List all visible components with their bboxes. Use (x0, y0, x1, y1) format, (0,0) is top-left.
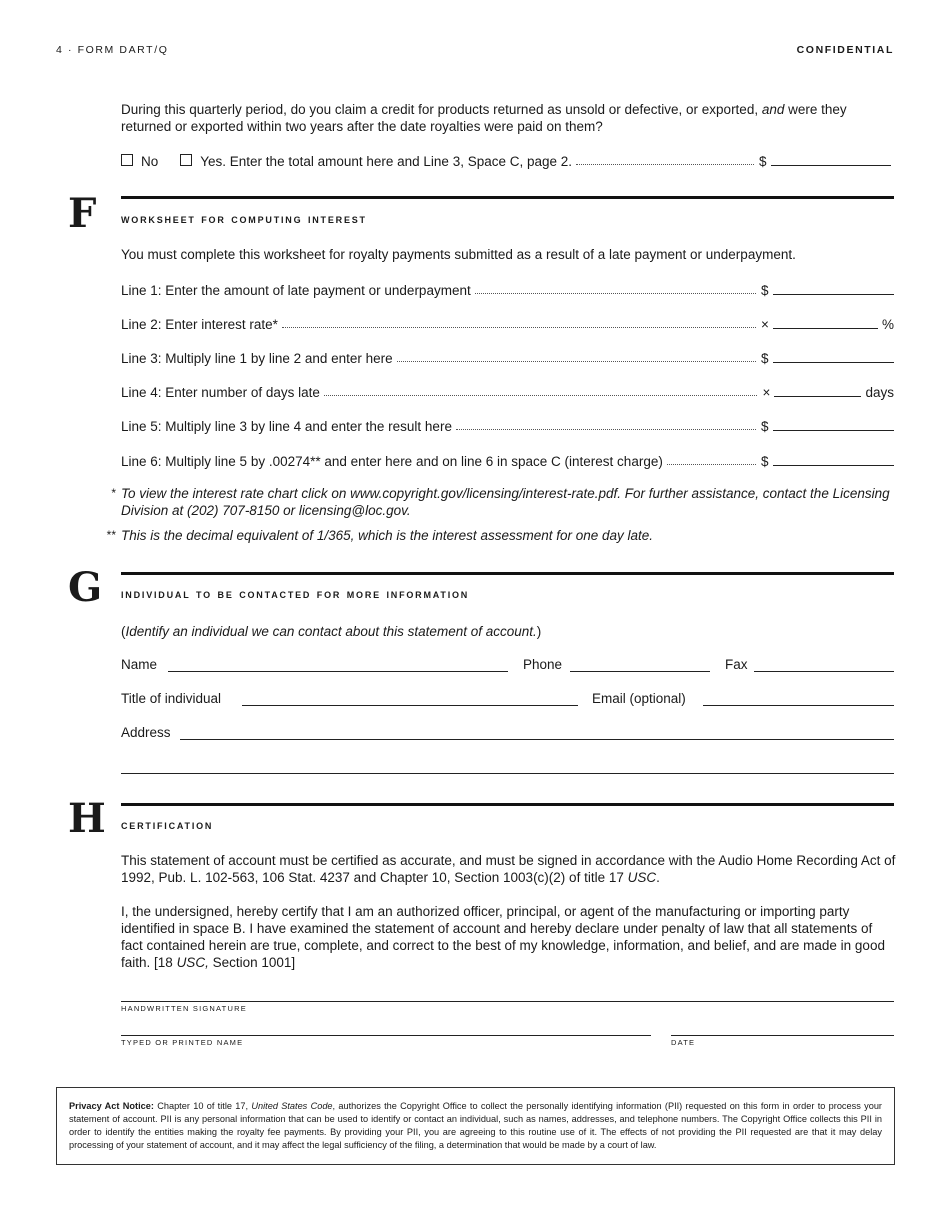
privacy-act-notice: Privacy Act Notice: Chapter 10 of title 17, United States Code, authorizes the Copyright Office to collect the personally identifying information (PII) requested on this form in order to process your statement of account. PII is any personal information that can be used to identify or contact an individual, such as names, addresses, and telephone numbers. The Copyright Office collects this PII in order to identify the entities making the royalty fee payments. By providing your PII, you are agreeing to this routine use of it. The effects of not providing the PII requested are that it may delay processing of your statement of account, and it may affect the legal sufficiency of the filing, a determination that would be made by a court of law. (56, 1087, 895, 1165)
line-4-field[interactable] (774, 395, 861, 397)
phone-label: Phone (523, 657, 563, 672)
signature-field[interactable] (121, 1000, 894, 1002)
fax-field[interactable] (754, 670, 894, 672)
email-label: Email (optional) (592, 691, 686, 706)
checkbox-yes-label: Yes. Enter the total amount here and Line 3, Space C, page 2. (200, 154, 573, 169)
email-field[interactable] (703, 704, 894, 706)
address-label: Address (121, 725, 171, 740)
checkbox-no[interactable] (121, 154, 133, 166)
printed-name-label: TYPED OR PRINTED NAME (121, 1038, 244, 1047)
section-f-intro: You must complete this worksheet for royalty payments submitted as a result of a late payment or underpayment. (121, 247, 796, 262)
worksheet-line-2: Line 2: Enter interest rate* × % (121, 317, 894, 332)
date-label: DATE (671, 1038, 696, 1047)
worksheet-line-5: Line 5: Multiply line 3 by line 4 and enter the result here $ (121, 416, 894, 434)
title-of-individual-field[interactable] (242, 704, 578, 706)
section-h-title: certification (121, 817, 214, 832)
section-h-rule (121, 803, 894, 806)
footnote-1: To view the interest rate chart click on www.copyright.gov/licensing/interest-rate.pdf. For further assistance, contact the Licensing Division at (202) 707-8150 or licensing@loc.gov. (121, 486, 890, 518)
worksheet-line-3: Line 3: Multiply line 1 by line 2 and enter here $ (121, 348, 894, 366)
certification-paragraph-2: I, the undersigned, hereby certify that I am an authorized officer, principal, or agent of the manufacturing or importing party identified in space B. I have examined the statement of account and hereby declare under penalty of law that all statements of fact contained herein are true, complete, and correct to the best of my knowledge, information, and belief, and are made in good faith. [18 USC, Section 1001] (121, 904, 885, 970)
line-3-field[interactable] (773, 361, 894, 363)
address-field[interactable] (180, 738, 894, 740)
phone-field[interactable] (570, 670, 710, 672)
section-f-title: worksheet for computing interest (121, 211, 367, 226)
page-label: 4 · FORM DART/Q (56, 44, 169, 56)
section-h-letter: H (68, 795, 106, 842)
returns-question: During this quarterly period, do you claim a credit for products returned as unsold or defective, or exported, and were they returned or exported within two years after the date royalties were paid on them? (121, 102, 847, 134)
checkbox-no-label: No (141, 154, 159, 169)
address-field-line-2[interactable] (121, 772, 894, 774)
certification-paragraph-1: This statement of account must be certified as accurate, and must be signed in accordance with the Audio Home Recording Act of 1992, Pub. L. 102-563, 106 Stat. 4237 and Chapter 10, Section 1003(c)(2) of title 17 USC. (121, 853, 896, 885)
footnote-2-mark: ** (106, 528, 116, 542)
date-field[interactable] (671, 1034, 894, 1036)
section-g-title: individual to be contacted for more information (121, 586, 470, 601)
returns-amount-field[interactable] (771, 164, 891, 166)
contact-row-2 (121, 691, 894, 709)
section-g-instruction: (Identify an individual we can contact about this statement of account.) (121, 624, 542, 639)
worksheet-line-1: Line 1: Enter the amount of late payment or underpayment $ (121, 280, 894, 298)
name-field[interactable] (168, 670, 508, 672)
line-1-field[interactable] (773, 293, 894, 295)
worksheet-line-6: Line 6: Multiply line 5 by .00274** and enter here and on line 6 in space C (interest charge) $ (121, 451, 894, 469)
line-5-field[interactable] (773, 429, 894, 431)
line-6-field[interactable] (773, 464, 894, 466)
contact-row-3 (121, 725, 894, 743)
section-g-rule (121, 572, 894, 575)
fax-label: Fax (725, 657, 748, 672)
footnote-2: This is the decimal equivalent of 1/365, which is the interest assessment for one day late. (121, 528, 654, 543)
footnote-1-mark: * (111, 486, 116, 500)
checkbox-yes[interactable] (180, 154, 192, 166)
printed-name-field[interactable] (121, 1034, 651, 1036)
confidential-label: CONFIDENTIAL (796, 44, 894, 56)
title-of-individual-label: Title of individual (121, 691, 222, 706)
worksheet-line-4: Line 4: Enter number of days late × days (121, 385, 894, 400)
section-f-letter: F (68, 190, 97, 237)
line-2-field[interactable] (773, 327, 878, 329)
section-f-rule (121, 196, 894, 199)
signature-label: HANDWRITTEN SIGNATURE (121, 1004, 247, 1013)
contact-row-1 (121, 657, 894, 675)
name-label: Name (121, 657, 158, 672)
returns-answer-row: No Yes. Enter the total amount here and Line 3, Space C, page 2. $ (121, 151, 891, 169)
section-g-letter: G (68, 564, 103, 611)
